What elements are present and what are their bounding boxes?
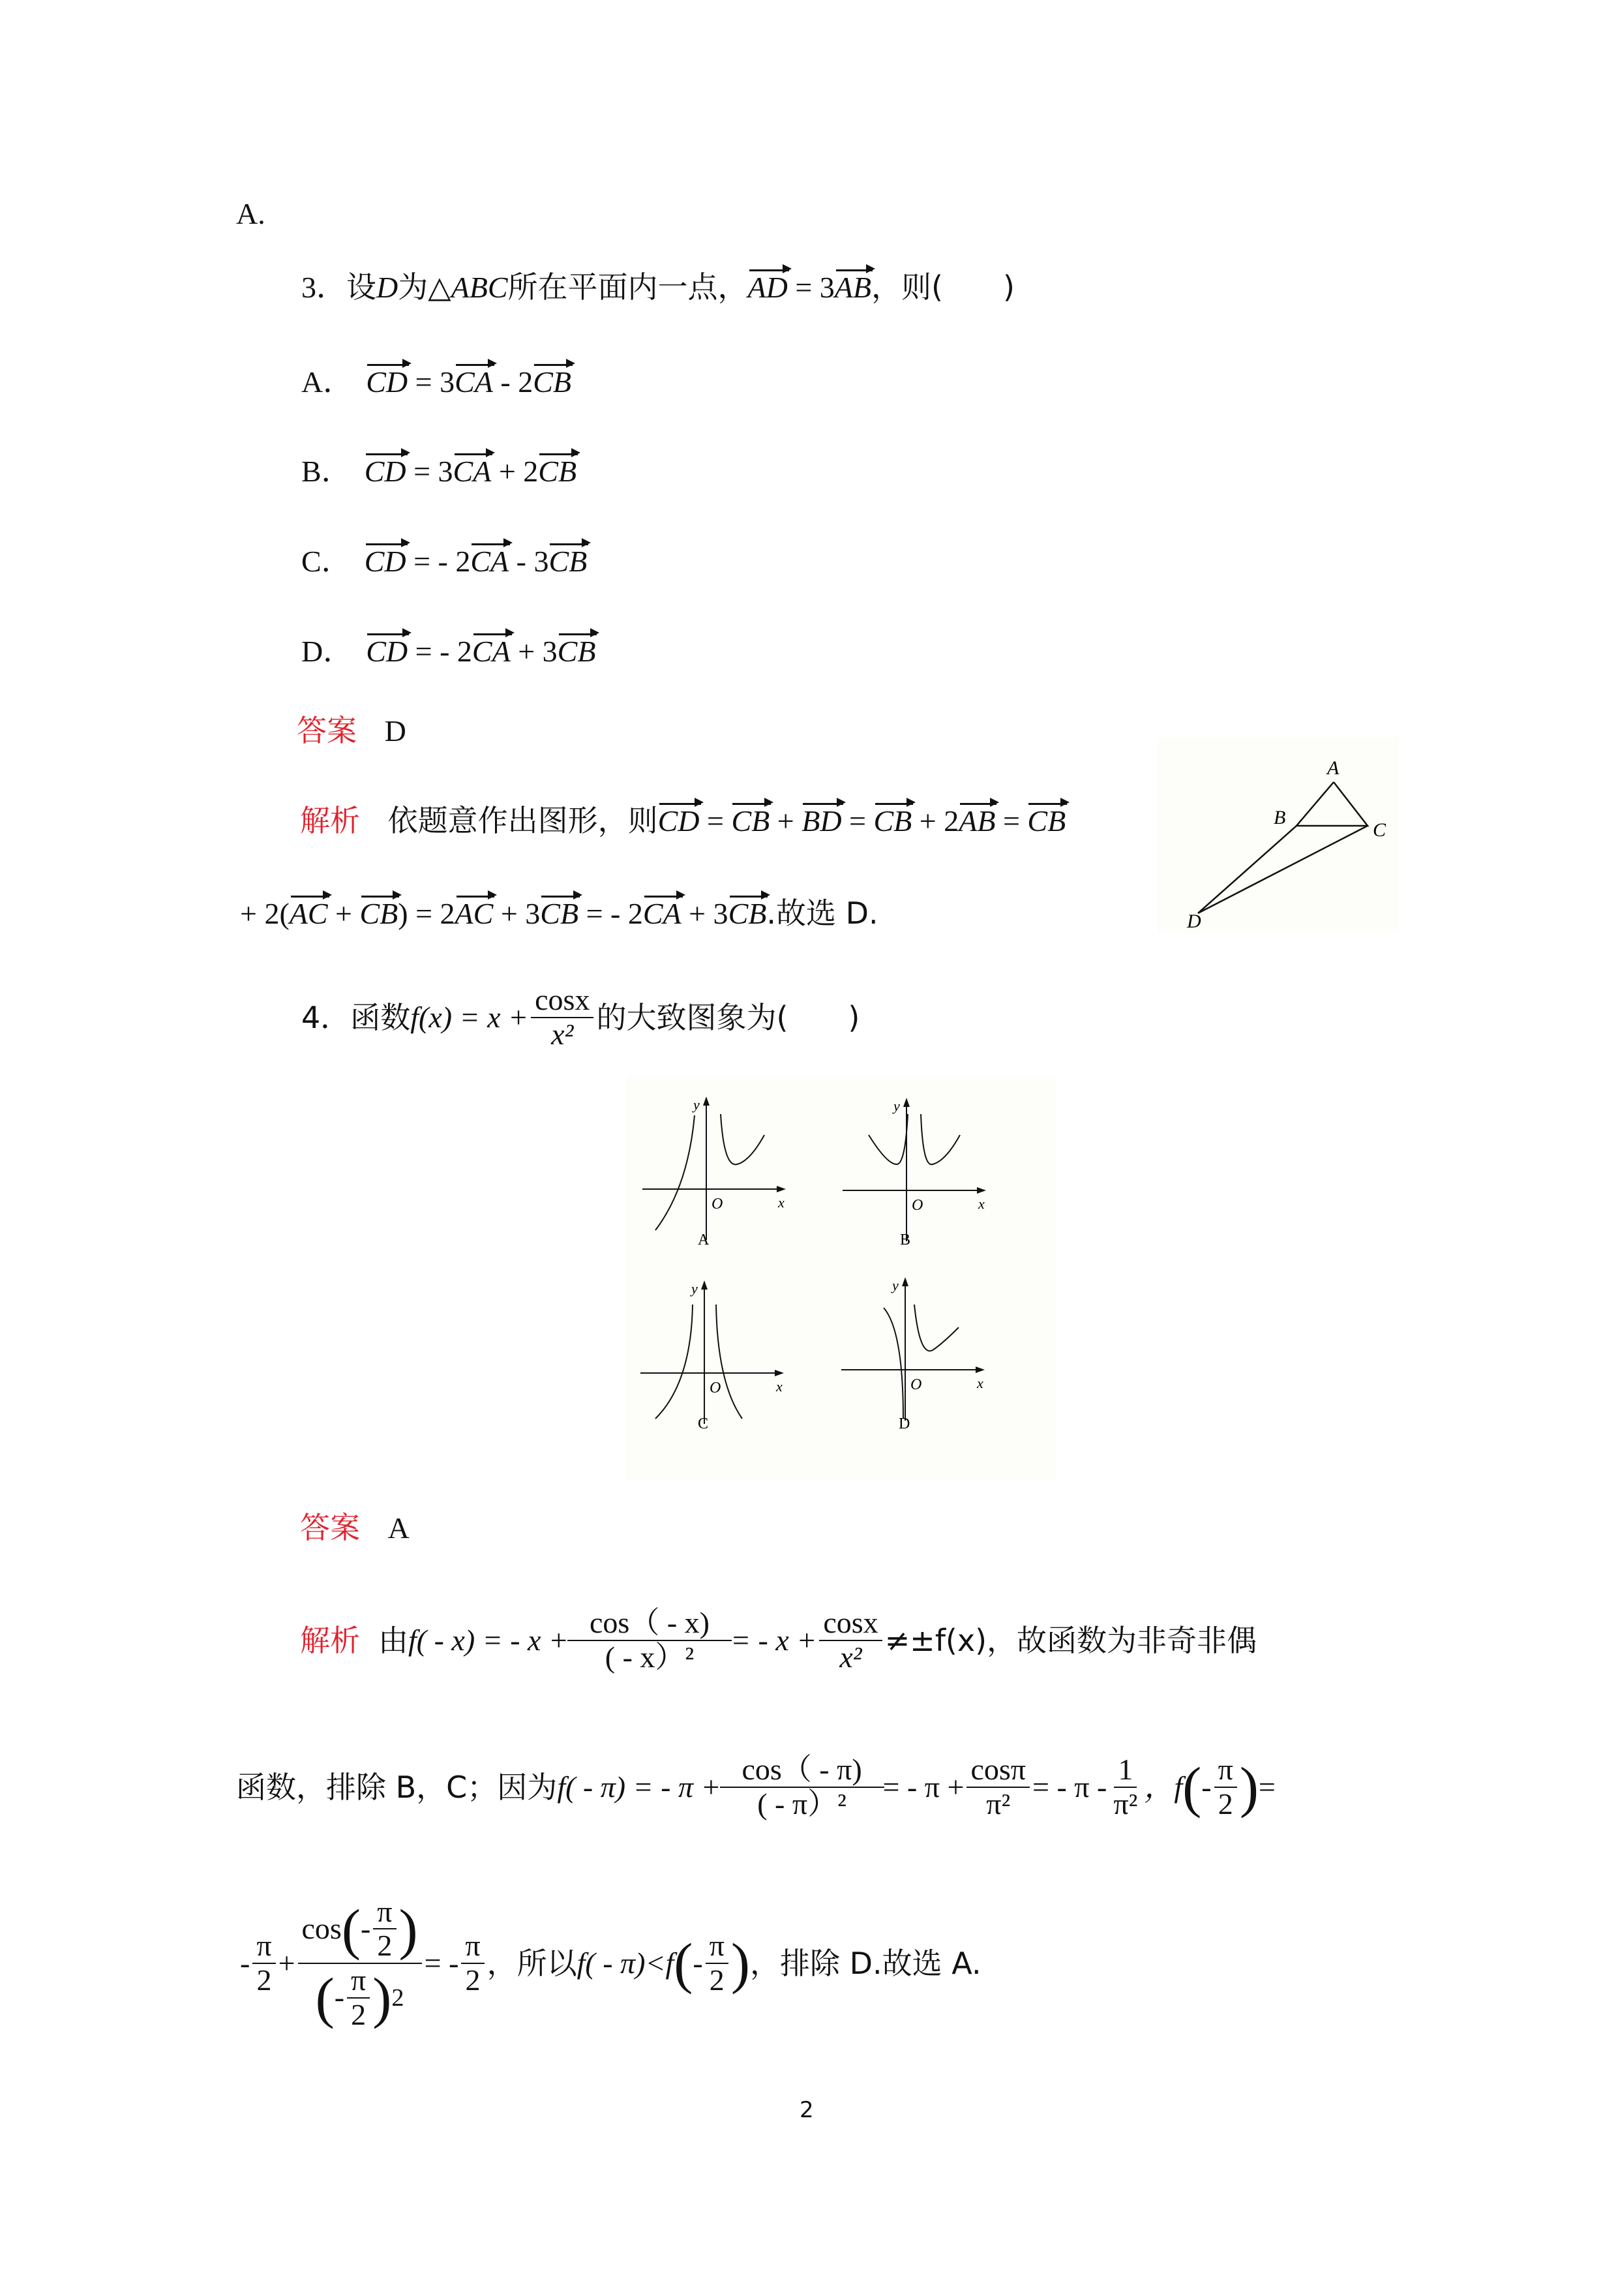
operator: + 2 <box>912 804 959 838</box>
analysis-text: 函数，排除 B，C；因为 <box>236 1770 558 1805</box>
vector: CB <box>1027 802 1066 841</box>
fraction <box>1214 1753 1237 1820</box>
option-letter: C． <box>301 545 352 578</box>
analysis-label: 解析 <box>300 1623 360 1658</box>
function-curve <box>716 1305 742 1419</box>
function-curve <box>914 1305 959 1351</box>
question-4-stem <box>301 978 860 1057</box>
denominator: 2 <box>351 1997 367 2031</box>
operator: - 2 <box>492 365 533 399</box>
vector: CA <box>453 452 492 491</box>
y-axis-arrow-icon <box>703 1096 710 1106</box>
function-curve <box>721 1114 764 1164</box>
fraction <box>819 1607 882 1674</box>
answer-value: D <box>384 714 406 748</box>
minus-sign: - <box>693 1946 703 1980</box>
operator: + <box>770 804 802 838</box>
triangle-diagram <box>1158 737 1399 933</box>
vector: CA <box>455 363 493 402</box>
operator: = 3 <box>408 365 455 399</box>
denominator: π² <box>1113 1787 1138 1820</box>
analysis-text: 依题意作出图形，则 <box>387 803 658 838</box>
analysis-text: ≠±f(x)，故函数为非奇非偶 <box>884 1623 1257 1658</box>
x-axis-arrow-icon <box>977 1187 986 1194</box>
vertex-label-a: A <box>1327 757 1340 779</box>
operator: = 3 <box>406 455 453 488</box>
operator: = - 2 <box>406 545 471 578</box>
analysis-label: 解析 <box>300 803 360 838</box>
function-definition: f(x) = x + <box>410 1001 529 1034</box>
function-curve <box>655 1115 695 1230</box>
graph-option-label: B <box>900 1231 911 1248</box>
analysis-conclusion: ，排除 D.故选 A. <box>750 1946 981 1981</box>
question-4-answer <box>300 1508 410 1548</box>
graph-options <box>626 1076 1056 1481</box>
fraction <box>706 1929 728 1997</box>
vector: AC <box>455 894 494 933</box>
fraction <box>1109 1753 1141 1820</box>
vector: AD <box>748 268 788 307</box>
answer-label: 答案 <box>300 1510 360 1545</box>
vector: CB <box>548 542 587 581</box>
x-axis-label: x <box>778 1194 785 1211</box>
question-3-answer <box>297 711 406 751</box>
expression: ，f <box>1144 1770 1183 1804</box>
equals-sign: = <box>1258 1770 1276 1804</box>
denominator: ( - x）² <box>605 1640 695 1674</box>
vector: AB <box>835 268 871 307</box>
vector: CD <box>658 802 700 841</box>
graph-option-label: C <box>698 1415 709 1432</box>
analysis-conclusion: .故选 D. <box>766 896 878 931</box>
vector: CB <box>540 894 578 933</box>
stem-text: 所在平面内一点， <box>507 269 748 305</box>
operator: + 3 <box>681 897 728 930</box>
compound-fraction <box>298 1896 422 2031</box>
vector: CA <box>470 542 509 581</box>
vector: CA <box>472 632 511 671</box>
operator: + 3 <box>493 897 541 930</box>
numerator: π <box>252 1929 275 1964</box>
answer-blank: ，则( ) <box>871 269 1015 305</box>
operator: + 2( <box>240 897 290 930</box>
answer-blank: 的大致图象为( ) <box>596 1000 860 1035</box>
question-3-stem <box>301 267 1015 307</box>
origin-label: O <box>910 1376 922 1393</box>
vector: BD <box>802 802 841 841</box>
analysis-equation <box>658 803 1066 838</box>
option-letter: D． <box>301 635 353 668</box>
origin-label: O <box>712 1196 723 1213</box>
numerator: π <box>1214 1753 1237 1788</box>
analysis-text: ，所以 <box>487 1946 577 1981</box>
answer-value: A <box>387 1511 410 1545</box>
x-axis-label: x <box>776 1378 783 1395</box>
y-axis-label: y <box>693 1096 700 1113</box>
fraction <box>373 1896 396 1963</box>
function-curve <box>921 1114 960 1164</box>
numerator: cosx <box>819 1607 882 1641</box>
vector: CB <box>360 894 398 933</box>
right-paren: ) <box>372 1965 392 2029</box>
fraction <box>461 1929 484 1997</box>
origin-label: O <box>710 1380 721 1397</box>
function-graphs-figure <box>626 1076 1056 1481</box>
x-axis-arrow-icon <box>976 1367 985 1373</box>
x-axis-label: x <box>977 1375 983 1391</box>
vector: CD <box>366 632 408 671</box>
operator: = <box>699 804 732 838</box>
previous-answer-fragment: A. <box>236 197 265 230</box>
option-c <box>301 541 587 581</box>
operator: = - 2 <box>578 897 643 930</box>
denominator: 2 <box>709 1963 725 1997</box>
vector: CD <box>366 363 408 402</box>
numerator <box>298 1896 422 1964</box>
analysis-text: 由 <box>378 1623 408 1658</box>
denominator: 2 <box>465 1963 481 1997</box>
minus-sign: - <box>1201 1770 1212 1804</box>
y-axis-label: y <box>691 1280 698 1297</box>
function-curve <box>884 1308 903 1419</box>
numerator: cosπ <box>966 1753 1030 1788</box>
vector: CB <box>538 452 577 491</box>
vector: CB <box>533 363 571 402</box>
point-label: D <box>376 271 398 304</box>
minus-sign: - <box>334 1980 345 2014</box>
numerator: π <box>347 1964 370 1999</box>
graph-option-label: A <box>698 1231 710 1248</box>
denominator: 2 <box>1218 1787 1233 1820</box>
page-number: 2 <box>800 2097 814 2123</box>
operator: = <box>841 804 874 838</box>
function-curve <box>655 1305 693 1419</box>
cos-function: cos <box>301 1912 342 1946</box>
expression: f( - π) = - π + <box>557 1770 721 1804</box>
function-curve <box>869 1114 908 1164</box>
vector: CB <box>874 802 912 841</box>
left-paren: ( <box>341 1897 361 1961</box>
vertex-label-b: B <box>1274 807 1286 828</box>
y-axis-arrow-icon <box>902 1277 908 1286</box>
numerator: cos（ - π) <box>720 1753 884 1788</box>
option-a <box>301 362 571 402</box>
operator: + 2 <box>491 455 539 488</box>
minus-sign: - <box>240 1946 250 1980</box>
denominator: x² <box>551 1018 574 1051</box>
right-paren: ) <box>1239 1755 1259 1819</box>
x-axis-arrow-icon <box>777 1186 786 1192</box>
right-paren: ) <box>398 1897 418 1961</box>
answer-label: 答案 <box>297 713 357 748</box>
left-paren: ( <box>1182 1755 1202 1819</box>
numerator: 1 <box>1114 1753 1137 1788</box>
y-axis-arrow-icon <box>903 1098 910 1107</box>
question-number: 4．函数 <box>301 1000 411 1035</box>
fraction <box>347 1964 370 2031</box>
numerator: π <box>706 1929 728 1964</box>
vector: CD <box>365 542 406 581</box>
operator: ) = 2 <box>398 897 455 930</box>
fraction <box>531 984 593 1051</box>
plus-sign: + <box>278 1946 295 1980</box>
operator: + 3 <box>510 635 558 668</box>
vector: CB <box>731 802 770 841</box>
option-d <box>301 631 595 671</box>
denominator: π² <box>986 1787 1011 1820</box>
operator: = 3 <box>787 271 835 304</box>
operator: = <box>995 804 1028 838</box>
option-b <box>301 451 577 491</box>
expression: f( - x) = - x + <box>408 1624 569 1657</box>
stem-text: 为△ <box>398 269 451 305</box>
numerator: π <box>373 1896 396 1930</box>
numerator: cosx <box>531 984 593 1018</box>
expression: = - π + <box>882 1770 965 1804</box>
left-paren: ( <box>674 1931 693 1995</box>
question-4-analysis-line-2 <box>236 1735 1276 1839</box>
vector: CD <box>365 452 406 491</box>
vector: CB <box>558 632 596 671</box>
operator: = - 2 <box>408 635 472 668</box>
triangle-figure <box>1158 737 1399 933</box>
fraction <box>724 1753 880 1820</box>
analysis-equation <box>240 896 766 931</box>
vector: CB <box>728 894 767 933</box>
question-3-analysis-line-1 <box>300 801 1066 841</box>
origin-label: O <box>912 1197 923 1214</box>
graph-option-label: D <box>899 1415 910 1432</box>
denominator <box>312 1964 408 2031</box>
x-axis-label: x <box>978 1196 985 1212</box>
operator: + <box>327 897 360 930</box>
question-number: 3．设 <box>301 271 376 304</box>
vertex-label-c: C <box>1373 819 1386 841</box>
question-4-analysis-line-1 <box>300 1592 1257 1689</box>
denominator: 2 <box>256 1963 272 1997</box>
numerator: cos（ - x) <box>567 1607 732 1641</box>
option-letter: B． <box>301 455 352 488</box>
vertex-label-d: D <box>1187 911 1201 932</box>
question-3-analysis-line-2 <box>240 894 878 933</box>
denominator: ( - π）² <box>757 1787 846 1820</box>
triangle-label: ABC <box>451 271 508 304</box>
y-axis-label: y <box>893 1098 900 1114</box>
numerator: π <box>461 1929 484 1964</box>
left-paren: ( <box>315 1965 335 2029</box>
triangle-abc <box>1296 782 1368 826</box>
option-letter: A． <box>301 365 353 399</box>
minus-sign: - <box>360 1912 371 1946</box>
y-axis-arrow-icon <box>701 1280 708 1290</box>
denominator: 2 <box>377 1929 393 1963</box>
fraction <box>571 1607 728 1674</box>
x-axis-arrow-icon <box>775 1370 784 1376</box>
denominator: x² <box>839 1640 862 1674</box>
fraction <box>966 1753 1030 1820</box>
y-axis-label: y <box>892 1277 899 1293</box>
operator: - 3 <box>509 545 549 578</box>
expression: = - x + <box>730 1624 817 1657</box>
right-paren: ) <box>730 1931 751 1995</box>
fraction <box>252 1929 275 1997</box>
question-4-analysis-line-3 <box>240 1879 981 2048</box>
expression: = - <box>424 1946 459 1980</box>
vector: AC <box>290 894 328 933</box>
vector: AB <box>959 802 995 841</box>
expression: = - π - <box>1032 1770 1107 1804</box>
expression: f( - π)<f <box>577 1946 674 1980</box>
vector: CA <box>643 894 682 933</box>
exponent: 2 <box>391 1984 404 2012</box>
